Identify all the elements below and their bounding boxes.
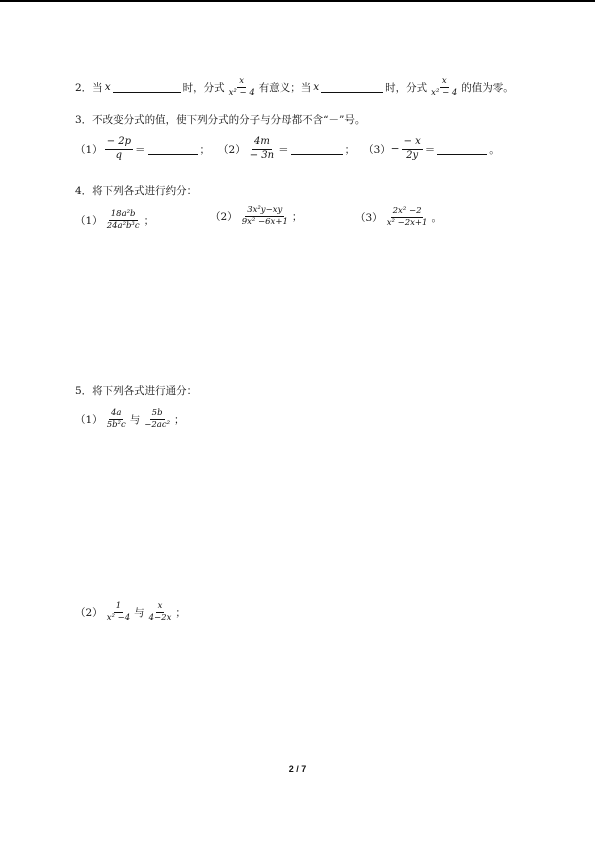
q2-fraction-1-den: x² − 4 [228,87,255,98]
q2-text-3: 有意义；当 [258,81,312,94]
q3-item-3-label: （3） [363,143,391,156]
q5-item-1-b-num: 5b [151,408,163,418]
q3-item-1-num: − 2p [105,137,133,150]
q5-item-1-b-den: −2ac² [144,419,170,430]
q5-item-1-sep: ； [173,413,185,426]
q3-item-1-fraction [105,137,133,161]
q4-item-3-end: 。 [431,211,442,224]
q4-item-2-label: （2） [210,210,238,223]
q5-item-1-a-num: 4a [110,408,122,418]
q4-item-3-fraction [385,207,430,228]
q3-item-3-eq: ＝ [424,143,436,156]
q3-item-1-eq: ＝ [135,143,146,156]
q4-item-2 [210,206,302,227]
q3-item-2-num: 4m [252,137,272,150]
q3-item-2-blank[interactable] [291,143,343,155]
q2-text-5: 的值为零。 [461,81,514,94]
q4-item-2-fraction [240,206,290,227]
q5-item-2-a-num: 1 [115,601,122,611]
question-3-items [75,137,500,161]
q2-fraction-2 [429,77,459,98]
q3-item-3-end: 。 [489,143,500,156]
q3-item-1-label: （1） [75,143,103,156]
q3-item-1-sep: ； [199,143,211,156]
q5-item-2-fraction-b [147,602,174,623]
q5-item-2-label: （2） [75,606,103,619]
question-4-title: 4．将下列各式进行约分： [75,185,198,197]
q4-item-1-label: （1） [75,214,103,227]
q3-item-3-blank[interactable] [437,143,487,155]
q2-fraction-2-num: x [441,76,447,86]
q2-text-1: 2．当 [75,81,103,94]
q5-item-1-fraction-a [105,409,128,430]
q4-item-3-num: 2x² −2 [392,206,422,216]
q2-blank-2[interactable] [321,81,383,93]
q3-item-3-neg: − [390,143,400,155]
q5-item-2-b-den: 4−2x [148,612,172,623]
q3-item-1-den: q [115,149,123,161]
q2-blank-1[interactable] [113,81,181,93]
q5-item-2-with: 与 [134,606,145,619]
q3-item-2-eq: ＝ [278,143,289,156]
q3-item-1-blank[interactable] [148,143,198,155]
q2-var-x: x [104,81,111,94]
q4-item-1 [75,210,154,231]
question-2 [75,77,514,98]
q2-text-2: 时，分式 [182,81,225,94]
page-number: 2 / 7 [288,764,307,774]
q2-text-4: 时，分式 [385,81,428,94]
q3-item-3-num: − x [402,137,423,150]
q4-item-2-sep: ； [291,210,303,223]
q3-item-2-label: （2） [218,143,246,156]
q5-item-1-a-den: 5b²c [106,419,126,430]
q5-item-1-fraction-b [142,409,172,430]
q5-item-2 [75,602,186,623]
q4-item-3-den: x² −2x+1 [386,217,428,228]
q4-item-1-num: 18a²b [110,209,136,219]
q5-item-1-with: 与 [129,413,141,426]
q5-item-2-sep: ； [175,606,186,619]
q3-item-3-fraction [402,137,423,161]
q2-var-x-2: x [313,81,320,94]
q2-fraction-1 [227,77,257,98]
q4-item-3 [355,207,442,228]
q4-item-1-den: 24a²b³c [106,220,140,231]
q5-item-2-fraction-a [105,602,132,623]
q3-item-2-den: − 3n [249,149,275,161]
q3-item-2-fraction [248,137,276,161]
q2-fraction-1-num: x [239,76,245,86]
question-3-title: 3．不改变分式的值，使下列分式的分子与分母都不含“－”号。 [75,114,366,126]
top-rule [0,0,595,2]
q4-item-2-num: 3x²y−xy [247,205,283,215]
q3-item-3-den: 2y [406,149,419,161]
q4-item-2-den: 9x² −6x+1 [241,216,288,227]
q5-item-2-a-den: x² −4 [106,612,131,623]
q3-item-2-sep: ； [344,143,356,156]
question-5-title: 5．将下列各式进行通分： [75,385,198,397]
q4-item-1-fraction [105,210,142,231]
q5-item-1 [75,409,184,430]
q5-item-1-label: （1） [75,413,103,426]
q2-fraction-2-den: x² − 4 [431,87,458,98]
q4-item-3-label: （3） [355,211,383,224]
q4-item-1-sep: ； [143,214,155,227]
q5-item-2-b-num: x [157,601,163,611]
